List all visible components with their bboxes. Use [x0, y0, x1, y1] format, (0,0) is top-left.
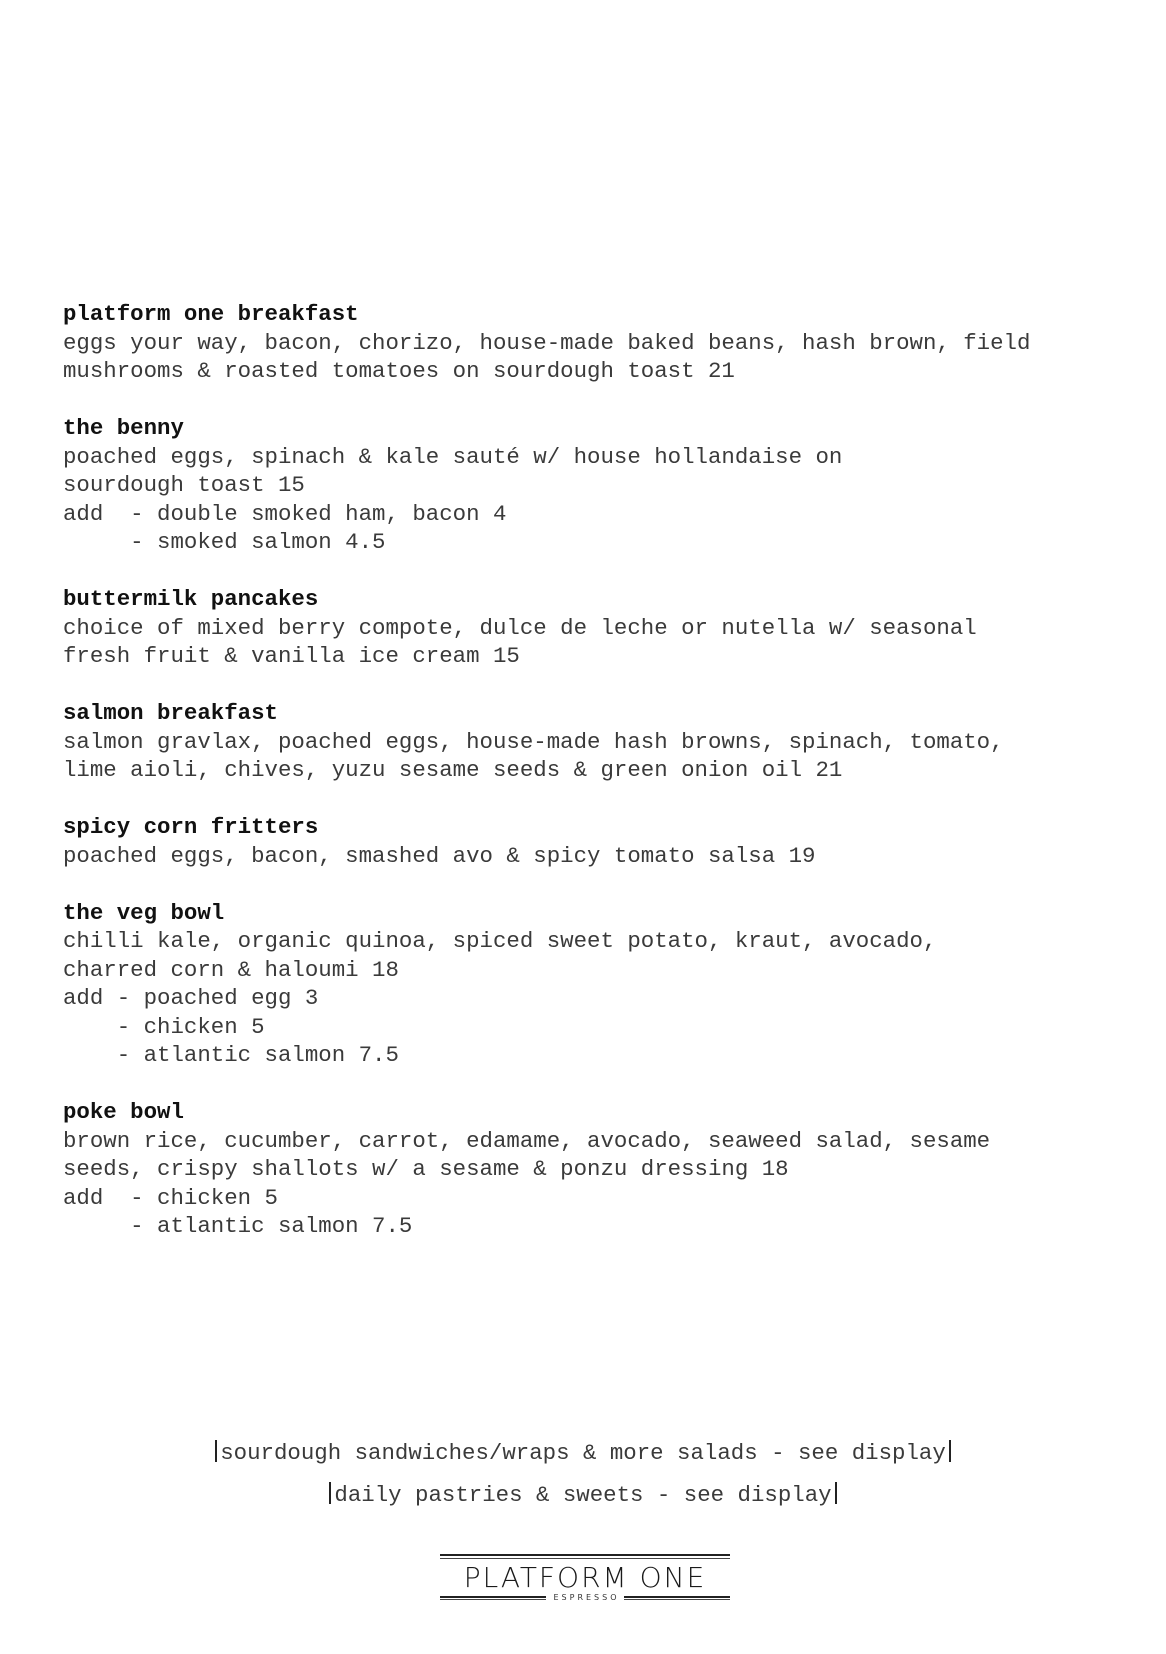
logo-name: PLATFORM ONE: [463, 1561, 707, 1594]
divider-bar: [329, 1482, 331, 1504]
item-description-line: seeds, crispy shallots w/ a sesame & ponzu dressing 18: [63, 1156, 789, 1182]
item-description-line: chilli kale, organic quinoa, spiced sweet potato, kraut, avocado,: [63, 928, 937, 954]
menu-item-platform-one-breakfast: [63, 300, 1123, 386]
menu: [63, 300, 1123, 1269]
item-addon-line: - chicken 5: [63, 1013, 265, 1040]
divider-bar: [215, 1440, 217, 1462]
menu-item-poke-bowl: [63, 1098, 1123, 1241]
item-title: the benny: [63, 415, 184, 441]
footer-note-text: daily pastries & sweets - see display: [334, 1482, 832, 1508]
item-title: poke bowl: [63, 1099, 184, 1125]
menu-item-salmon-breakfast: [63, 699, 1123, 785]
logo-rule: [440, 1596, 546, 1600]
menu-item-the-veg-bowl: [63, 899, 1123, 1070]
item-addon-line: add - chicken 5: [63, 1184, 278, 1211]
item-description-line: salmon gravlax, poached eggs, house-made hash browns, spinach, tomato,: [63, 728, 1004, 755]
footer-notes: [0, 1432, 1166, 1516]
item-description-line: poached eggs, bacon, smashed avo & spicy tomato salsa 19: [63, 842, 816, 869]
logo-rule: [440, 1558, 730, 1559]
item-description-line: lime aioli, chives, yuzu sesame seeds & green onion oil 21: [63, 757, 843, 783]
item-title: platform one breakfast: [63, 301, 359, 327]
item-description-line: brown rice, cucumber, carrot, edamame, avocado, seaweed salad, sesame: [63, 1127, 991, 1154]
logo-subtitle: ESPRESSO: [553, 1593, 620, 1602]
divider-bar: [949, 1440, 951, 1462]
logo-rule: [440, 1554, 730, 1556]
item-title: buttermilk pancakes: [63, 586, 319, 612]
item-description-line: eggs your way, bacon, chorizo, house-made baked beans, hash brown, field: [63, 329, 1031, 356]
logo-bottom-rule: [440, 1594, 730, 1602]
menu-item-buttermilk-pancakes: [63, 585, 1123, 671]
item-description-line: poached eggs, spinach & kale sauté w/ house hollandaise on: [63, 443, 843, 470]
item-addon-line: - atlantic salmon 7.5: [63, 1213, 413, 1239]
menu-item-the-benny: [63, 414, 1123, 557]
platform-one-logo: [440, 1554, 730, 1602]
item-addon-line: add - double smoked ham, bacon 4: [63, 500, 507, 527]
item-title: spicy corn fritters: [63, 814, 319, 840]
item-description-line: mushrooms & roasted tomatoes on sourdough toast 21: [63, 358, 735, 384]
menu-item-spicy-corn-fritters: [63, 813, 1123, 870]
item-addon-line: - smoked salmon 4.5: [63, 529, 386, 555]
item-description-line: fresh fruit & vanilla ice cream 15: [63, 643, 520, 669]
item-addon-line: - atlantic salmon 7.5: [63, 1042, 399, 1068]
footer-note-pastries: [0, 1474, 1166, 1516]
item-title: salmon breakfast: [63, 700, 278, 726]
item-title: the veg bowl: [63, 899, 225, 926]
item-description-line: choice of mixed berry compote, dulce de leche or nutella w/ seasonal: [63, 614, 977, 641]
logo-rule: [624, 1596, 730, 1600]
item-addon-line: add - poached egg 3: [63, 985, 319, 1011]
footer-note-text: sourdough sandwiches/wraps & more salads - see display: [220, 1440, 946, 1466]
item-description-line: charred corn & haloumi 18: [63, 956, 399, 983]
divider-bar: [835, 1482, 837, 1504]
footer-note-sandwiches: [0, 1432, 1166, 1474]
item-description-line: sourdough toast 15: [63, 472, 305, 498]
